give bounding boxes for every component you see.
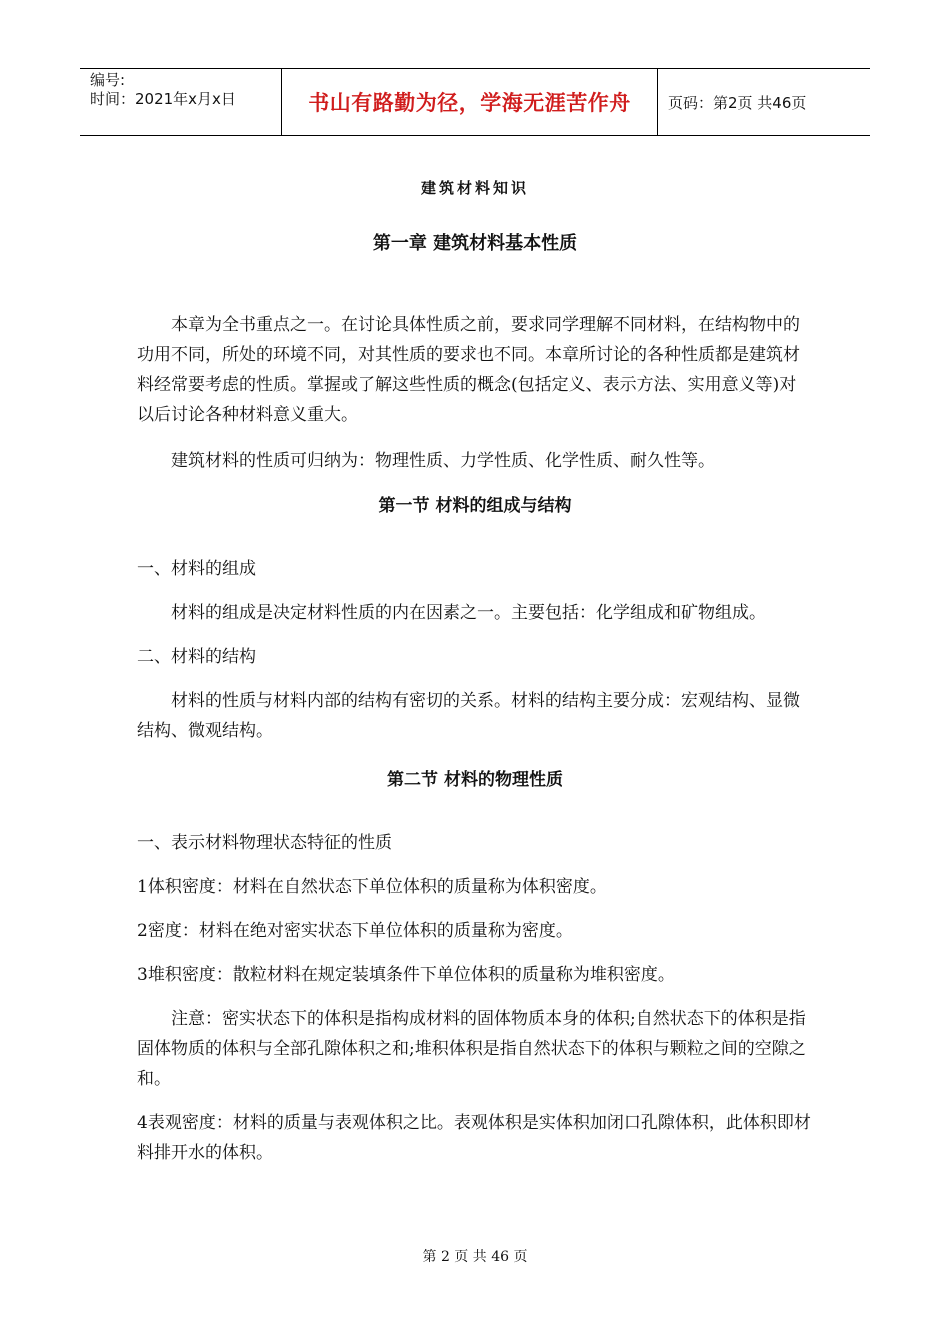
- section1-title: 第一节 材料的组成与结构: [378, 496, 572, 516]
- section1-sub2-text: 材料的性质与材料内部的结构有密切的关系。材料的结构主要分成：宏观结构、显微结构、微观结构。: [137, 691, 800, 741]
- document-title: 建筑材料知识: [420, 179, 529, 197]
- section2-note: 注意：密实状态下的体积是指构成材料的固体物质本身的体积;自然状态下的体积是指固体物质的体积与全部孔隙体积之和;堆积体积是指自然状态下的体积与颗粒之间的空隙之和。: [137, 1009, 806, 1089]
- header-motto: 书山有路勤为径，学海无涯苦作舟: [282, 69, 658, 135]
- intro-paragraph: 本章为全书重点之一。在讨论具体性质之前，要求同学理解不同材料，在结构物中的功用不同，所处的环境不同，对其性质的要求也不同。本章所讨论的各种性质都是建筑材料经常要考虑的性质。掌握或了解这些性质的概念(包括定义、表示方法、实用意义等)对以后讨论各种材料意义重大。: [137, 315, 800, 425]
- section1-sub2-heading: 二、材料的结构: [137, 647, 256, 667]
- section1-sub1-text: 材料的组成是决定材料性质的内在因素之一。主要包括：化学组成和矿物组成。: [171, 603, 766, 623]
- number-label: 编号:: [90, 71, 126, 89]
- page-header: [80, 68, 870, 136]
- section2-title: 第二节 材料的物理性质: [387, 770, 563, 790]
- document-body: [137, 174, 813, 1168]
- page-footer: 第 2 页 共 46 页: [422, 1249, 528, 1265]
- section2-item2: 2密度：材料在绝对密实状态下单位体积的质量称为密度。: [137, 921, 573, 941]
- summary-paragraph: 建筑材料的性质可归纳为：物理性质、力学性质、化学性质、耐久性等。: [171, 451, 715, 471]
- time-label: 时间：2021年x月x日: [90, 90, 236, 108]
- section2-item1: 1体积密度：材料在自然状态下单位体积的质量称为体积密度。: [137, 877, 607, 897]
- section2-sub1-heading: 一、表示材料物理状态特征的性质: [137, 833, 392, 853]
- chapter-title: 第一章 建筑材料基本性质: [372, 233, 578, 254]
- section2-item4: 4表观密度：材料的质量与表观体积之比。表观体积是实体积加闭口孔隙体积，此体积即材料排开水的体积。: [137, 1113, 811, 1163]
- section2-item3: 3堆积密度：散粒材料在规定装填条件下单位体积的质量称为堆积密度。: [137, 965, 675, 985]
- section1-sub1-heading: 一、材料的组成: [137, 559, 256, 579]
- header-page-info: 页码：第2页 共46页: [668, 93, 807, 112]
- header-meta: [80, 69, 282, 135]
